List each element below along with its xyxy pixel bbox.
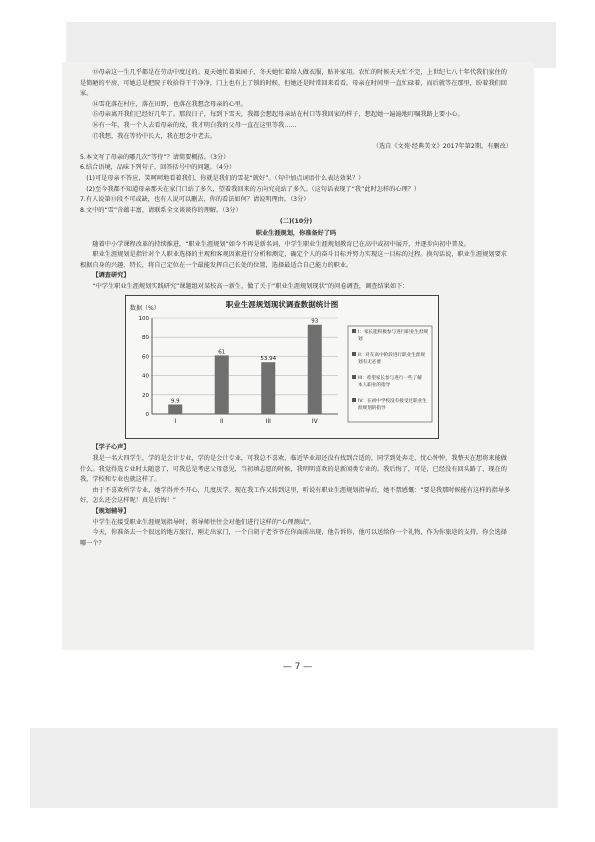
page-number: — 7 — (282, 662, 313, 672)
chart-xtick-label: II (219, 418, 224, 426)
chart-ytick-label: 60 (142, 354, 149, 361)
article-paragraph-1: 随着中小学课程改革的持续推进，“职业生涯规划”如今不再是新名词，中学生职业生涯规划教育已在高中或初中展开，并逐步向初中普及。 (92, 240, 471, 248)
exam-page (80, 68, 512, 549)
chart-bar (308, 325, 322, 414)
guide-heading: 【规划辅导】 (92, 508, 130, 516)
student-text-2: 由于不喜欢所学专业，她学得并不开心，几度厌学。现在我工作又转到这里，听说有职业生涯规划指导后，她不禁感慨：“要是我那时候能有这样的指导多好，怎么还会这样呢！真是后悔！” (80, 486, 511, 505)
paragraph-14: ⑭雪花落在村庄，落在田野，也落在我想念母亲的心里。 (92, 100, 248, 108)
chart-legend-item: I：家长能积极参与进行职业生涯规划 (358, 330, 429, 343)
question-6: 6.结合语境，品味下列句子，回答括号中的问题。（4分） (80, 164, 236, 172)
chart-xtick-label: IV (311, 418, 318, 426)
chart-ytick-label: 20 (142, 393, 149, 400)
survey-chart (125, 295, 439, 439)
chart-title: 职业生涯规划现状调查数据统计图 (225, 300, 339, 310)
chart-bar (168, 405, 182, 415)
chart-ylabel: 数据（%） (130, 305, 160, 313)
scan-band-bottom (30, 728, 558, 808)
question-8: 8.文中的“雪”含蕴丰富，请联系全文谈谈你的理解。（3分） (80, 206, 242, 214)
source-note: （选自《文苑·经典美文》2017年第2期，有删改） (372, 143, 512, 151)
chart-ytick-label: 0 (145, 412, 149, 419)
chart-bar (215, 356, 229, 415)
guide-text-2: 今天，你准备去一个很远的地方旅行，刚走出家门，一个白胡子老爷爷在你面前出现，他告诉你，他可以送给你一个礼物，作为你旅途的支持，你会选择哪一个？ (80, 529, 507, 547)
chart-ytick-label: 40 (142, 374, 149, 381)
chart-legend-marker (352, 375, 356, 379)
chart-data-label: 61 (218, 349, 226, 356)
chart-data-label: 9.9 (170, 398, 180, 405)
chart-xtick-label: I (174, 418, 177, 426)
student-text: 我是一名大四学生，学的是会计专业，学的是会计专业，可我总不喜欢，临近毕业却还没有找到合适的，同学到处奔走，忧心忡忡，我整天在想将来能做什么。我觉得选专业时太随意了，可我总是考虑父母意见，当初填志愿的时候，我明明喜欢的是新闻类专业的。我后悔了，可是，已经没有回头路了，现在的我，学校和专业也就这样了。 (80, 455, 507, 484)
article-title: 职业生涯规划，你准备好了吗 (255, 229, 337, 237)
chart-legend-marker (352, 329, 356, 333)
chart-legend-marker (352, 352, 356, 356)
chart-xtick-label: III (265, 418, 271, 426)
article-paragraph-2: 职业生涯规划是指针对个人职业选择的主观和客观因素进行分析和测定，确定个人的奋斗目标并努力实现这一目标的过程。换句话说，职业生涯规划要求根据自身的兴趣、特长，将自己定位在一个最能发挥自己长处的位置，选择最适合自己能力的职业。 (80, 251, 507, 269)
question-7: 7.有人说第⑬段不可或缺，也有人说可以删去，你的看法如何？请说明理由。（3分） (80, 196, 310, 204)
survey-heading: 【调查研究】 (92, 272, 130, 280)
student-heading: 【学子心声】 (92, 444, 130, 452)
chart-ytick-label: 80 (142, 335, 149, 342)
chart-legend-marker (352, 398, 356, 402)
section-heading: (二)(10分) (279, 218, 313, 226)
chart-bar (261, 363, 275, 415)
paragraph-15: ⑮母亲离开我们已经好几年了。那段日子，每到下雪天，我都会想起母亲站在村口等我回家的样子，想起她一遍遍地叮嘱我路上要小心。 (92, 111, 464, 119)
chart-ytick-label: 100 (138, 316, 149, 323)
survey-text: “中学生职业生涯规划实践研究”课题组对某校高一新生，做了关于“职业生涯规划现状”的问卷调查，调查结果如下： (92, 282, 409, 290)
chart-legend-item: IV：在初中学校没有接受过职业生涯规划的指导 (358, 399, 427, 412)
chart-legend-item: II：对在高中阶段进行职业生涯规划有无必要 (358, 353, 426, 366)
chart-data-label: 53.94 (260, 356, 277, 363)
chart-legend-item: III：希望家长参与进行一些了解本人职业的指导 (358, 376, 422, 389)
question-5: 5.本文写了母亲的哪几次“等待”？请简要概括。（3分） (80, 153, 230, 161)
paragraph-13: ⑬母亲这一生几乎都是在劳动中度过的。夏天她忙着果园子，冬天她忙着给人做衣服，贴补家用。农忙的时候天天忙不完，上世纪七八十年代我们家住的是简陋的平房，可她总是把院子收拾得干干净净，门上也有上了锁的时候，但她还是时常回来看看。母亲在时间里一直忙碌着，而后就等在那里，盼着我们回家。 (80, 69, 507, 98)
chart-svg (126, 296, 438, 438)
guide-text: 中学生在接受职业生涯规划指导时，将导师往往会对他们进行这样的“心理测试”。 (92, 518, 316, 526)
paragraph-17: ⑰我想，我在等待中长大，我在想念中老去。 (92, 132, 217, 140)
question-6-2: (2)至今我都不知道母亲那天在家门口站了多久，望着我回来的方向究竟站了多久。（这句话表现了“我”此时怎样的心理？） (86, 185, 421, 193)
paragraph-16: ⑯有一年，我一个人去看母亲的坟，我才明白我的父母一直在这里等我…… (92, 121, 297, 129)
chart-data-label: 93 (311, 319, 319, 326)
question-6-1: (1)可是母亲不答应，笑呵呵地看着我们，你就是我们的雪花“就好”。（句中加点词语什么表达效果？） (86, 174, 365, 182)
